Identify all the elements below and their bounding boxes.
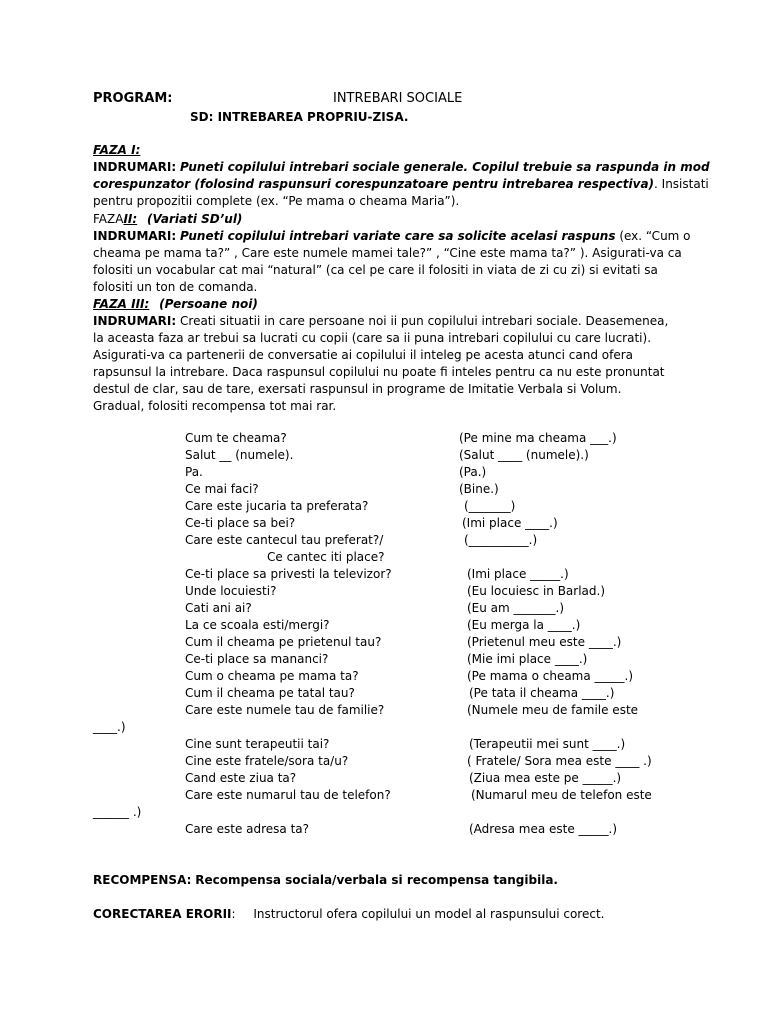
qa-answer-continuation: ____.) [93,720,126,734]
faza2-line1-bold: Puneti copilului intrebari variate care sa solicite acelasi raspuns [180,229,616,243]
faza3-line5: destul de clar, sau de tare, exersati raspunsul in programe de Imitatie Verbala si Volum. [93,382,622,396]
corectare-text: Instructorul ofera copilului un model al raspunsului corect. [253,907,605,921]
qa-answer: (Pa.) [459,465,487,479]
qa-answer: (Salut ____ (numele).) [459,448,589,462]
faza2-paragraph [93,228,691,296]
qa-answer: (Numele meu de famile este [467,703,639,717]
qa-question: Ce-ti place sa privesti la televizor? [185,567,392,581]
faza3-line3: Asigurati-va ca partenerii de conversatie ai copilului il inteleg pe acesta atunci cand ofera [93,348,633,362]
qa-answer: (Mie imi place ____.) [467,652,588,666]
recompensa-label: RECOMPENSA: [93,873,192,887]
faza2-heading-num: II: [123,212,138,226]
faza2-line4: folositi un ton de comanda. [93,280,258,294]
faza1-heading: FAZA I: [93,143,141,157]
faza3-line2: la aceasta faza ar trebui sa lucrati cu copii (care sa ii puna intrebari copilului cu care lucrati). [93,331,652,345]
page-title: INTREBARI SOCIALE [333,91,463,106]
qa-question: Cati ani ai? [185,601,252,615]
qa-question: Ce-ti place sa bei? [185,516,296,530]
qa-answer: (Pe mine ma cheama ___.) [459,431,617,445]
faza3-heading-label: FAZA III: [93,297,150,311]
faza3-paragraph [93,313,673,415]
qa-question: Salut __ (numele). [185,448,294,462]
faza1-indrumari-label: INDRUMARI: [93,160,177,174]
qa-question: Cum il cheama pe prietenul tau? [185,635,382,649]
faza1-line2-normal: . Insistati [654,177,709,191]
corectare-line [93,906,604,923]
qa-answer: (Terapeutii mei sunt ____.) [469,737,626,751]
faza2-heading-suffix: (Variati SD’ul) [147,212,243,226]
faza1-line2-bold: corespunzator (folosind raspunsuri corespunzatoare pentru intrebarea respectiva) [93,177,655,191]
qa-answer: (Prietenul meu este ____.) [467,635,622,649]
faza2-heading [93,211,242,228]
qa-question: Care este numele tau de familie? [185,703,385,717]
faza3-indrumari-label: INDRUMARI: [93,314,177,328]
qa-question: Cum il cheama pe tatal tau? [185,686,355,700]
qa-answer: ( Fratele/ Sora mea este ____ .) [467,754,652,768]
recompensa-text: Recompensa sociala/verbala si recompensa tangibila. [195,873,558,887]
corectare-label: CORECTAREA ERORII [93,907,232,921]
qa-answer-continuation: ______ .) [93,805,142,819]
qa-question: Ce cantec iti place? [267,550,385,564]
qa-answer: (Numarul meu de telefon este [471,788,652,802]
qa-answer: (Pe tata il cheama ____.) [469,686,615,700]
qa-question: Pa. [185,465,203,479]
qa-answer: (Bine.) [459,482,499,496]
qa-question: Ce-ti place sa mananci? [185,652,329,666]
qa-answer: (Eu am _______.) [467,601,565,615]
qa-question: Care este jucaria ta preferata? [185,499,369,513]
faza3-heading [93,296,258,313]
faza1-line1-text: Puneti copilului intrebari sociale generale. Copilul trebuie sa raspunda in mod [180,160,710,174]
faza2-heading-prefix: FAZA [93,212,124,226]
qa-question: Cand este ziua ta? [185,771,297,785]
qa-answer: (Adresa mea este _____.) [469,822,618,836]
qa-answer: (Eu merga la ____.) [467,618,581,632]
qa-question: Cum o cheama pe mama ta? [185,669,359,683]
qa-question: Cine este fratele/sora ta/u? [185,754,349,768]
qa-answer: (Pe mama o cheama _____.) [467,669,634,683]
program-label: PROGRAM: [93,91,173,106]
qa-question: Care este cantecul tau preferat?/ [185,533,384,547]
qa-answer: (Imi place ____.) [462,516,558,530]
faza2-line2: cheama pe mama ta?” , Care este numele mamei tale?” , “Cine este mama ta?” ). Asigurati-va ca [93,246,682,260]
faza3-line1-text: Creati situatii in care persoane noi ii pun copilului intrebari sociale. Deasemenea, [180,314,669,328]
qa-question: Cine sunt terapeutii tai? [185,737,330,751]
faza3-line6: Gradual, folositi recompensa tot mai rar. [93,399,337,413]
qa-answer: (Imi place _____.) [467,567,569,581]
faza2-line3: folositi un vocabular cat mai “natural” (ca cel pe care il folositi in viata de zi cu zi) si evitati sa [93,263,658,277]
qa-answer: (__________.) [464,533,538,547]
qa-question: Ce mai faci? [185,482,259,496]
qa-question: Unde locuiesti? [185,584,277,598]
faza3-heading-suffix: (Persoane noi) [159,297,258,311]
qa-question: Cum te cheama? [185,431,287,445]
page-subtitle: SD: INTREBAREA PROPRIU-ZISA. [190,110,409,124]
faza3-line4: rapsunsul la intrebare. Daca raspunsul copilului nu poate fi inteles pentru ca nu este pronuntat [93,365,665,379]
corectare-colon: : [231,907,236,921]
faza1-line1 [93,159,710,176]
qa-question: Care este adresa ta? [185,822,310,836]
faza2-indrumari-label: INDRUMARI: [93,229,177,243]
faza1-paragraph [93,159,710,210]
qa-answer: (Eu locuiesc in Barlad.) [467,584,606,598]
qa-answer: (_______) [464,499,516,513]
faza2-line1 [93,228,691,245]
faza1-line2 [93,176,709,193]
qa-question: Care este numarul tau de telefon? [185,788,391,802]
faza1-line3: pentru propozitii complete (ex. “Pe mama o cheama Maria”). [93,194,460,208]
qa-question: La ce scoala esti/mergi? [185,618,330,632]
qa-answer: (Ziua mea este pe _____.) [469,771,622,785]
faza2-line1-normal: (ex. “Cum o [619,229,691,243]
faza3-line1 [93,313,673,330]
recompensa-line [93,872,558,889]
